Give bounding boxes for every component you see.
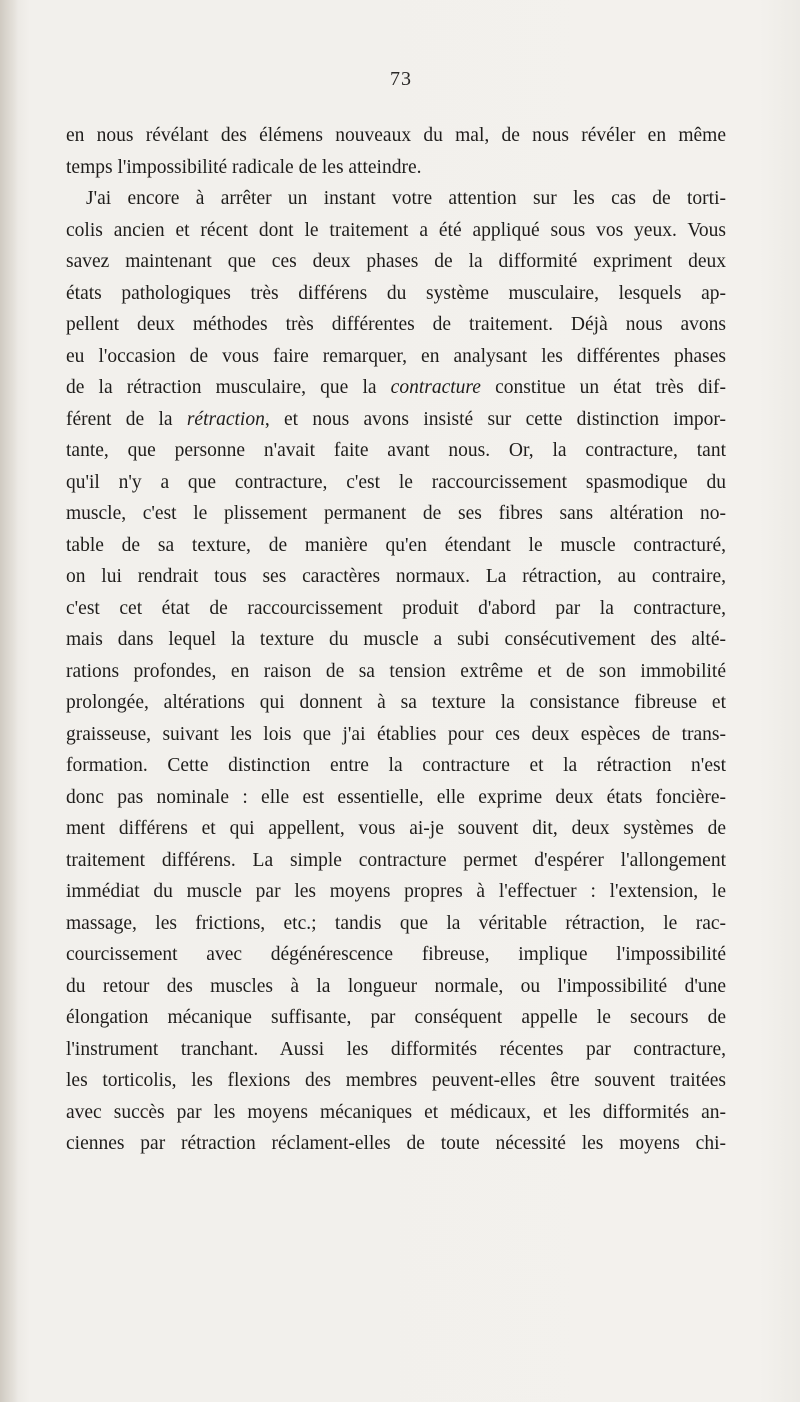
text-line-20: graisseuse, suivant les lois que j'ai établies pour ces deux espèces de trans- — [66, 723, 726, 745]
text-line-22: donc pas nominale : elle est essentielle, elle exprime deux états foncière- — [66, 786, 726, 808]
text-line-29: élongation mécanique suffisante, par conséquent appelle le secours de — [66, 1007, 726, 1028]
text-line-19: prolongée, altérations qui donnent à sa texture la consistance fibreuse et — [66, 692, 726, 713]
text-line-23: ment différens et qui appellent, vous ai-je souvent dit, deux systèmes de — [66, 818, 726, 839]
text-line-28: du retour des muscles à la longueur normale, ou l'impossibilité d'une — [66, 975, 726, 997]
text-line-8: eu l'occasion de vous faire remarquer, en analysant les différentes phases — [66, 345, 726, 367]
page-gutter-shadow — [0, 0, 18, 1402]
text-line-24: traitement différens. La simple contracture permet d'espérer l'allongement — [66, 849, 726, 871]
text-line-4: colis ancien et récent dont le traitement a été appliqué sous vos yeux. Vous — [66, 219, 726, 241]
text-line-7: pellent deux méthodes très différentes de traitement. Déjà nous avons — [66, 314, 726, 335]
text-line-33: ciennes par rétraction réclament-elles de toute nécessité les moyens chi- — [66, 1133, 726, 1154]
text-line-5: savez maintenant que ces deux phases de la difformité expriment deux — [66, 251, 726, 272]
text-line-12: qu'il n'y a que contracture, c'est le raccourcissement spasmodique du — [66, 471, 726, 493]
text-line-10-after: , et nous avons insisté sur cette distinction impor- — [264, 408, 726, 430]
text-line-17: mais dans lequel la texture du muscle a subi consécutivement des alté- — [66, 629, 726, 650]
text-line-11: tante, que personne n'avait faite avant nous. Or, la contracture, tant — [66, 440, 726, 461]
text-line-1: en nous révélant des élémens nouveaux du mal, de nous révéler en même — [66, 125, 726, 146]
text-line-3: J'ai encore à arrêter un instant votre attention sur les cas de torti- — [86, 188, 726, 209]
text-line-26: massage, les frictions, etc.; tandis que la véritable rétraction, le rac- — [66, 912, 726, 934]
body-text — [66, 120, 726, 1160]
text-line-21: formation. Cette distinction entre la contracture et la rétraction n'est — [66, 755, 726, 776]
text-line-16: c'est cet état de raccourcissement produit d'abord par la contracture, — [66, 597, 726, 619]
text-line-18: rations profondes, en raison de sa tension extrême et de son immobilité — [66, 660, 726, 682]
italic-term-contracture: contracture — [390, 377, 481, 398]
text-line-14: table de sa texture, de manière qu'en étendant le muscle contracturé, — [66, 534, 726, 556]
text-line-10-before: férent de la — [66, 408, 187, 430]
text-line-32: avec succès par les moyens mécaniques et médicaux, et les difformités an- — [66, 1101, 726, 1123]
text-line-9 — [66, 372, 726, 404]
text-line-13: muscle, c'est le plissement permanent de ses fibres sans altération no- — [66, 503, 726, 524]
text-line-15: on lui rendrait tous ses caractères normaux. La rétraction, au contraire, — [66, 566, 726, 587]
text-line-30: l'instrument tranchant. Aussi les difformités récentes par contracture, — [66, 1038, 726, 1060]
text-line-27: courcissement avec dégénérescence fibreuse, implique l'impossibilité — [66, 944, 726, 965]
text-line-31: les torticolis, les flexions des membres peuvent-elles être souvent traitées — [66, 1070, 726, 1091]
text-line-6: états pathologiques très différens du système musculaire, lesquels ap- — [66, 282, 726, 304]
text-line-25: immédiat du muscle par les moyens propres à l'effectuer : l'extension, le — [66, 881, 726, 902]
text-line-10 — [66, 404, 726, 436]
text-line-9-after: constitue un état très dif- — [480, 377, 726, 398]
italic-term-retraction: rétraction — [186, 408, 265, 430]
text-line-2: temps l'impossibilité radicale de les atteindre. — [66, 156, 422, 178]
page-number: 73 — [390, 68, 412, 90]
text-line-9-before: de la rétraction musculaire, que la — [66, 377, 391, 398]
